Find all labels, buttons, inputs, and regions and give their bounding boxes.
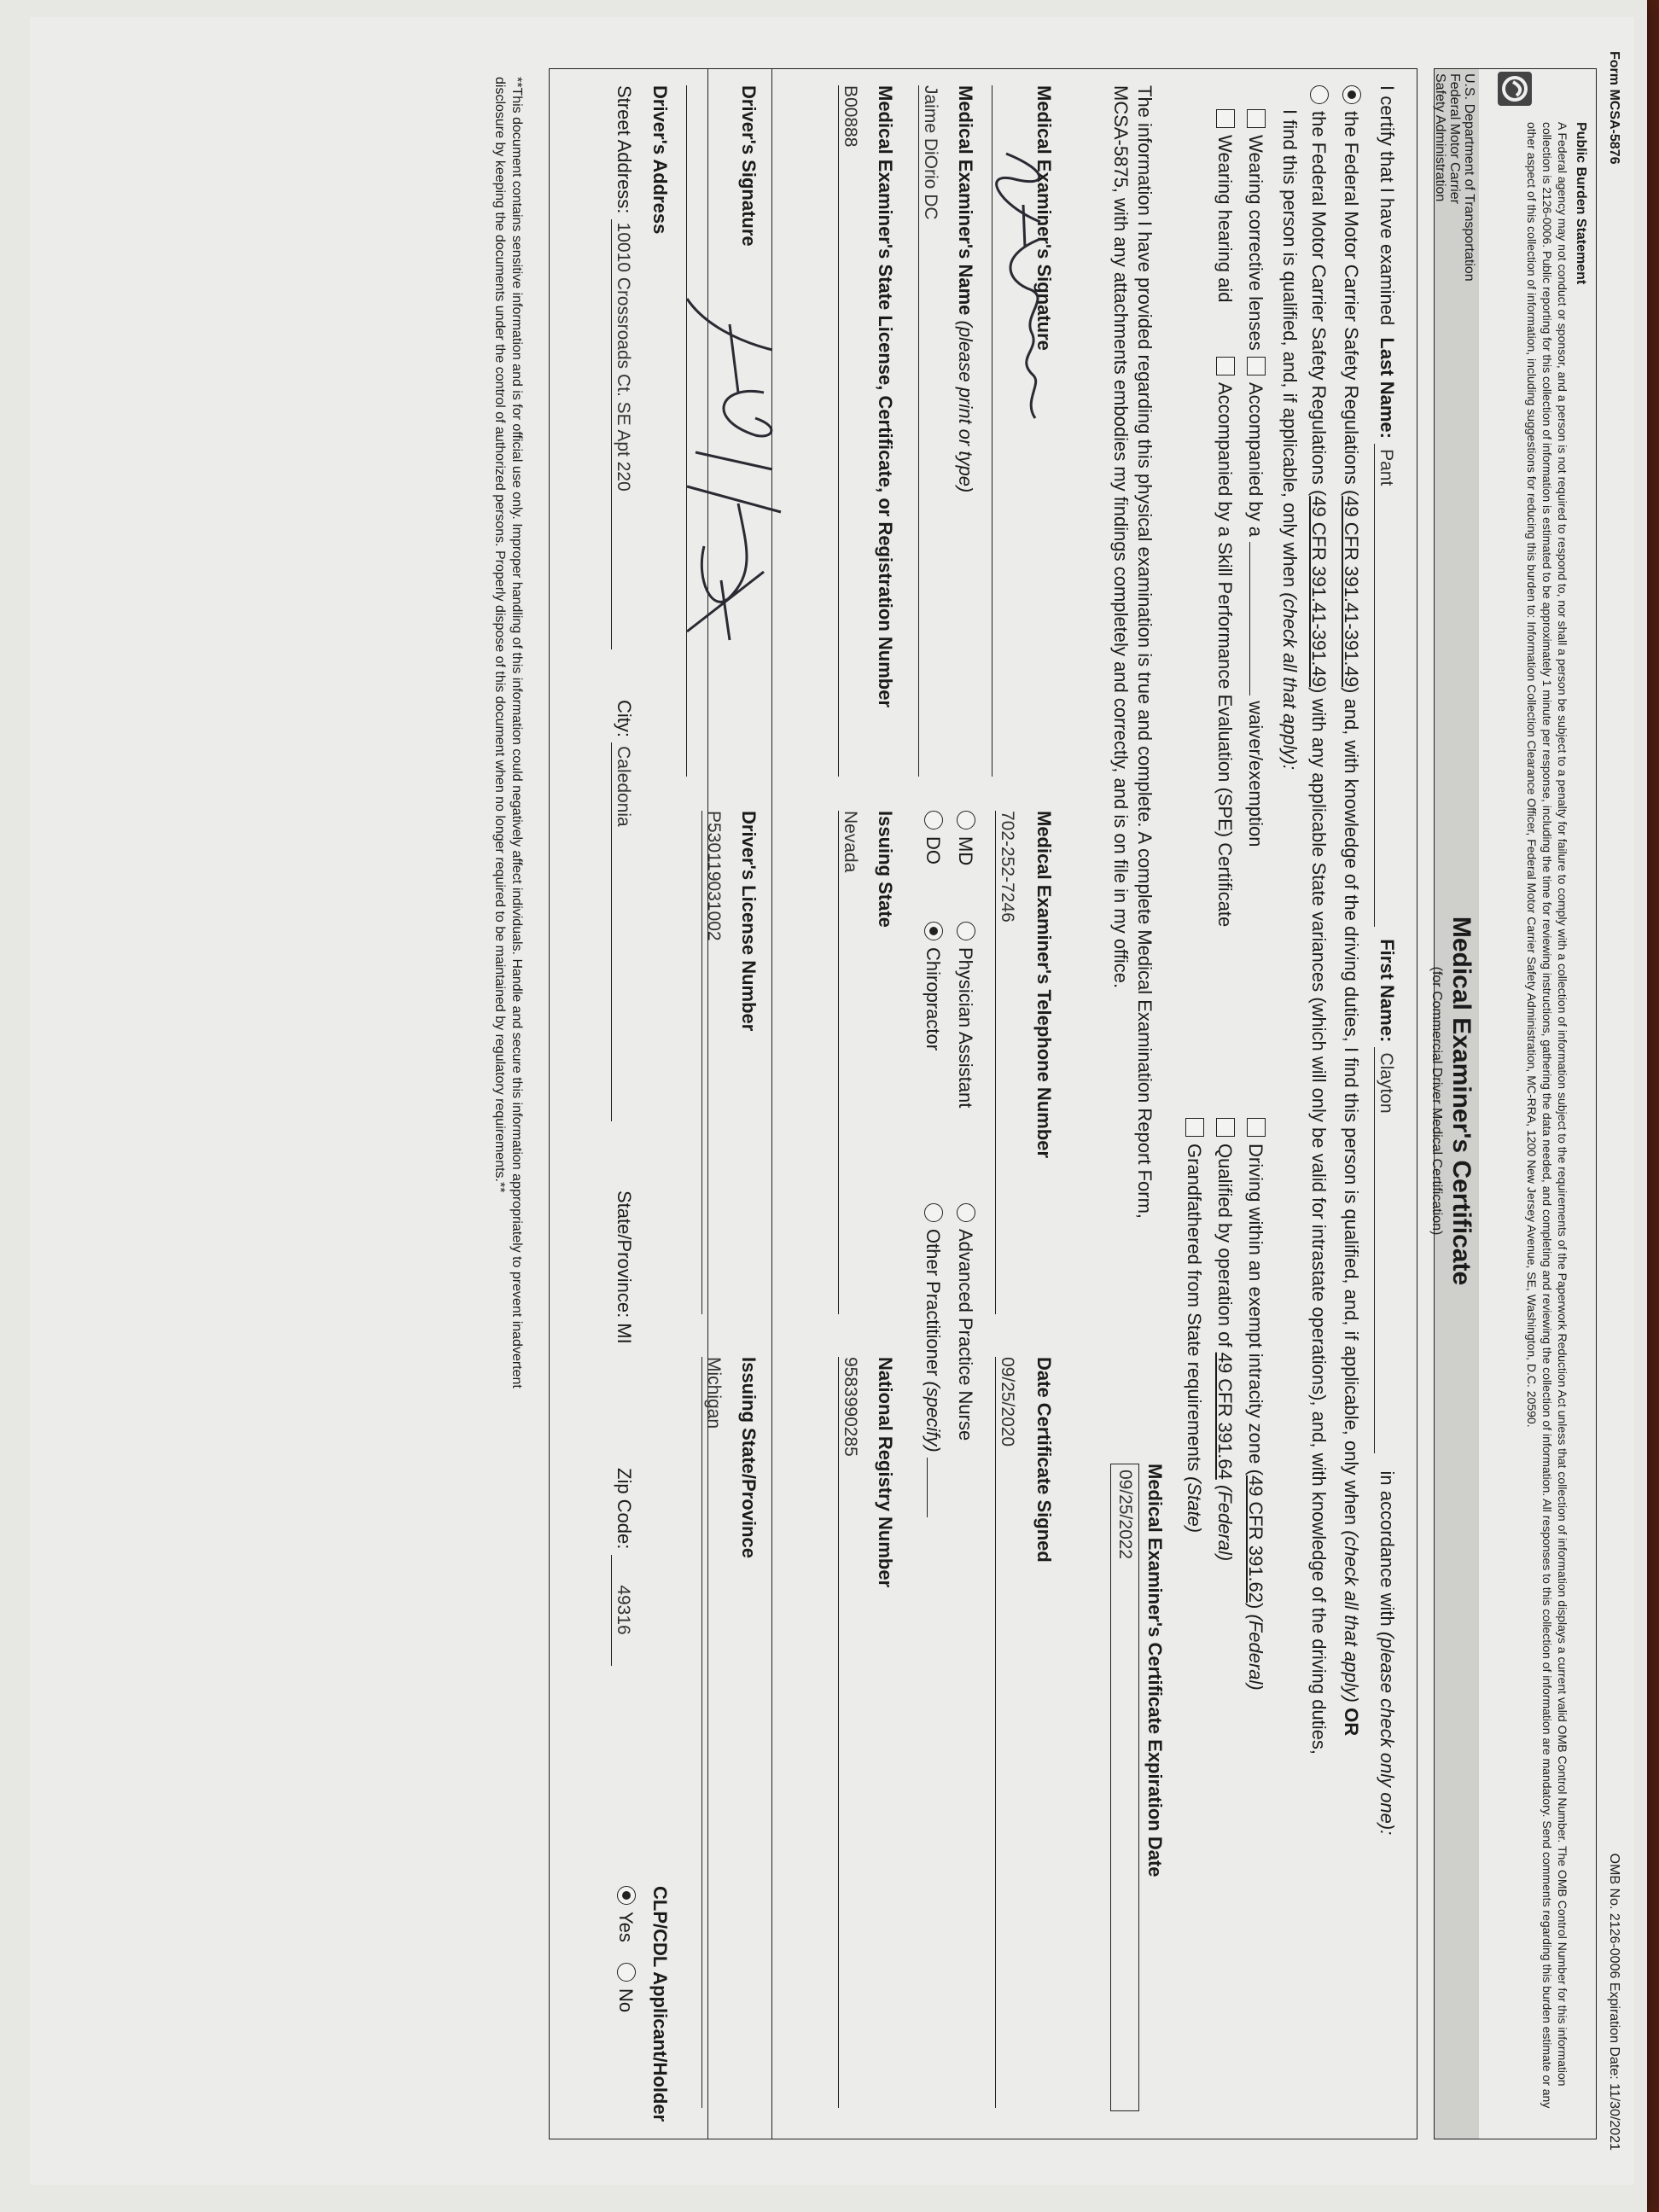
grandfathered-checkbox[interactable] [1185,1118,1204,1137]
driver-street [611,85,636,649]
license-value[interactable]: B00888 [838,85,861,777]
operation-text: Qualified by operation of [1214,1144,1236,1348]
other-radio[interactable] [924,1203,943,1222]
option1-or: OR [1341,1708,1362,1737]
accordance-text: in accordance with [1377,1470,1398,1627]
expiration-date-field[interactable]: 09/25/2022 [1110,1464,1139,2111]
spe-label: Accompanied by a Skill Performance Evaluation (SPE) Certificate [1214,382,1236,928]
option1-text-a: the Federal Motor Carrier Safety Regulations ( [1341,111,1362,497]
dot-logo-icon [1498,72,1532,106]
other-label: Other Practitioner [923,1229,944,1377]
pa-radio[interactable] [957,922,975,940]
option2-text-b: ) with any applicable State variances (which will only be valid for intrastate operations), and, with knowledge of the driving duties, [1308,687,1330,1755]
option2-regulation: 49 CFR 391.41-391.49 [1308,496,1330,688]
examiner-name-label: Medical Examiner's Name [955,85,976,316]
waiver-label: waiver/exemption [1245,701,1266,847]
driver-city [611,700,636,1121]
zip-label: Zip Code: [614,1468,635,1550]
md-label: MD [955,836,976,866]
sensitivity-notice [491,77,525,1388]
examiner-name-value[interactable]: Jaime DiOrio DC [918,85,941,777]
grandfathered-label: Grandfathered from State requirements [1184,1144,1205,1471]
driver-address-label: Driver's Address [649,85,671,235]
examiner-signature-image [989,145,1057,452]
clp-label: CLP/CDL Applicant/Holder [649,1886,671,2122]
omb-number: OMB No. 2126-0006 Expiration Date: 11/30/2021 [1607,1853,1621,2151]
other-hint: (specify) [923,1381,944,1452]
driver-signature-image [670,290,789,649]
examiner-name-heading [954,85,978,492]
md-radio[interactable] [957,811,975,830]
form-subtitle: (for Commercial Driver Medical Certification) [1429,966,1445,1236]
option2-text-c: I find this person is qualified, and, if applicable, only when [1279,109,1301,588]
form-title: Medical Examiner's Certificate [1447,916,1476,1286]
other-specify-field[interactable] [927,1458,928,1517]
clp-no-radio[interactable] [617,1963,636,1982]
examiner-signature-label: Medical Examiner's Signature [1033,85,1055,351]
state-label[interactable]: State/Province: MI [614,1190,635,1344]
certify-line [1374,85,1399,1835]
chiro-radio[interactable] [924,922,943,940]
credential-chiro[interactable] [922,922,946,1051]
lenses-label: Wearing corrective lenses [1245,135,1266,351]
city-value[interactable]: Caledonia [611,742,634,1121]
examiner-phone-value[interactable]: 702-252-7246 [995,811,1018,1314]
grandfathered-hint: (State) [1184,1476,1205,1534]
do-radio[interactable] [924,811,943,830]
accompanied-checkbox[interactable] [1247,357,1266,375]
driver-zip [611,1468,636,1666]
sensitivity-line-2: disclosure by keeping the documents under the control of authorized persons. Properly dispose of this document when no longer required to be maintained by regulatory requirements.** [492,77,507,1193]
apn-radio[interactable] [957,1203,975,1222]
option2-continued [1278,109,1302,770]
spe-checkbox[interactable] [1216,357,1235,375]
intracity-close: ) [1245,1603,1266,1610]
burden-title: Public Burden Statement [1574,122,1588,285]
burden-statement-box [1477,68,1597,2139]
driver-license-value[interactable]: P530119031002 [701,811,725,1314]
intracity-regulation: 49 CFR 391.62 [1245,1475,1266,1604]
do-label: DO [923,836,944,864]
accompanied-label: Accompanied by a [1245,382,1266,537]
last-name-value[interactable]: Pant [1374,444,1397,927]
attestation-statement [1109,85,1156,1219]
cond-intracity[interactable] [1244,1118,1268,1691]
clp-yes[interactable] [615,1886,637,1942]
option2-hint: (check all that apply): [1279,592,1301,771]
option1-hint: (check all that apply) [1341,1530,1362,1703]
first-name-value[interactable]: Clayton [1374,1047,1397,1453]
credential-do[interactable] [922,811,946,864]
zip-value[interactable]: 49316 [611,1555,634,1666]
examiner-phone-label: Medical Examiner's Telephone Number [1033,811,1055,1159]
cond-lenses[interactable] [1244,109,1268,351]
first-name-label: First Name: [1377,939,1398,1043]
federal-radio[interactable] [1342,85,1361,104]
pa-label: Physician Assistant [955,947,976,1109]
lenses-checkbox[interactable] [1247,109,1266,128]
certify-intro: I certify that I have examined [1377,85,1398,326]
operation-checkbox[interactable] [1216,1118,1235,1137]
clp-yes-radio[interactable] [617,1886,636,1905]
clp-no[interactable] [615,1963,637,2012]
cond-hearing[interactable] [1214,109,1237,303]
credential-md[interactable] [954,811,978,865]
state-variances-radio[interactable] [1310,85,1329,104]
driver-issuing-label: Issuing State/Province [738,1357,760,1558]
cond-spe[interactable] [1214,357,1237,927]
credential-apn[interactable] [954,1203,978,1441]
medical-examiner-certificate-form [30,17,1634,2185]
expiration-block [1110,1464,1167,2111]
driver-signature-label: Driver's Signature [738,85,760,247]
waiver-type-field[interactable] [1249,542,1250,696]
driver-license-label: Driver's License Number [738,811,760,1032]
expiration-label: Medical Examiner's Certificate Expiration Date [1144,1464,1166,1877]
option-state-variances[interactable] [1307,85,1331,1755]
street-label: Street Address: [614,85,635,214]
intracity-text: Driving within an exempt intracity zone ( [1245,1144,1266,1476]
registry-label: National Registry Number [875,1357,896,1588]
credential-other[interactable] [922,1203,946,1517]
clp-no-label: No [615,1988,637,2013]
license-label: Medical Examiner's State License, Certificate, or Registration Number [875,85,896,708]
examiner-issuing-state-label: Issuing State [875,811,896,928]
cond-accompanied[interactable] [1244,357,1268,847]
driver-issuing-value[interactable]: Michigan [701,1357,725,2108]
examiner-issuing-state-value[interactable]: Nevada [838,811,861,1314]
agency-line-1: U.S. Department of Transportation [1462,73,1476,282]
option2-text-a: the Federal Motor Carrier Safety Regulations ( [1308,111,1330,497]
chiro-label: Chiropractor [923,947,944,1051]
date-signed-value[interactable]: 09/25/2020 [995,1357,1018,2108]
operation-regulation: 49 CFR 391.64 [1214,1352,1236,1480]
registry-value[interactable]: 9583990285 [838,1357,861,2108]
hearing-checkbox[interactable] [1216,109,1235,128]
operation-hint: (Federal) [1214,1484,1236,1562]
cond-operation[interactable] [1214,1118,1237,1561]
date-signed-label: Date Certificate Signed [1033,1357,1055,1563]
intracity-hint: (Federal) [1245,1614,1266,1691]
city-label: City: [614,700,635,737]
option1-text-b: ) and, with knowledge of the driving duties, I find this person is qualified, and, if applicable, only when [1341,687,1362,1526]
burden-text: A Federal agency may not conduct or sponsor, and a person is not required to respond to, nor shall a person be subject to a penalty for failure to comply with a collection of information subject to the requirements of the Paperwork Reduction Act unless that collection of information displays a current valid OMB Control Number. The OMB Control Number for this information collection is 2126-0006. Public reporting for this collection of information is estimated to be approximately 1 minute per response, including the time for reviewing instructions, gathering the data needed, and completing and reviewing the collection of information. All responses to this collection of information are mandatory. Send comments regarding this burden estimate or any other aspect of this collection of information, including suggestions for reducing this burden to: Information Collection Clearance Officer, Federal Motor Carrier Safety Administration, MC-RRA, 1200 New Jersey Avenue, SE, Washington, D.C. 20590. [1524,122,1569,2109]
accordance-hint: (please check only one): [1377,1631,1398,1836]
hearing-label: Wearing hearing aid [1214,135,1236,303]
clp-options [614,1886,638,2012]
intracity-checkbox[interactable] [1247,1118,1266,1137]
apn-label: Advanced Practice Nurse [955,1229,976,1441]
form-id: Form MCSA-5876 [1607,51,1621,165]
option-federal[interactable] [1340,85,1364,1736]
attestation-line-1: The information I have provided regarding this physical examination is true and complete. A complete Medical Examination Report Form, [1134,85,1155,1220]
clp-yes-label: Yes [615,1912,637,1942]
cond-grandfathered[interactable] [1183,1118,1207,1533]
street-value[interactable]: 10010 Crossroads Ct. SE Apt 220 [611,219,634,649]
driver-state [613,1190,637,1344]
option1-regulation: 49 CFR 391.41-391.49 [1341,496,1362,688]
last-name-label: Last Name: [1377,337,1398,439]
agency-line-3: Safety Administration [1433,73,1448,202]
attestation-line-2: MCSA-5875, with any attachments embodies my findings completely and correctly, and is on file in my office. [1110,85,1132,989]
sensitivity-line-1: **This document contains sensitive information and is for official use only. Improper handling of this information could negatively affect individuals. Handle and secure this information appropriately to prevent inadvertent [509,77,524,1388]
agency-line-2: Federal Motor Carrier [1447,73,1463,204]
title-block [1429,17,1478,2185]
examiner-name-hint: (please print or type) [955,320,976,493]
credential-pa[interactable] [954,922,978,1108]
